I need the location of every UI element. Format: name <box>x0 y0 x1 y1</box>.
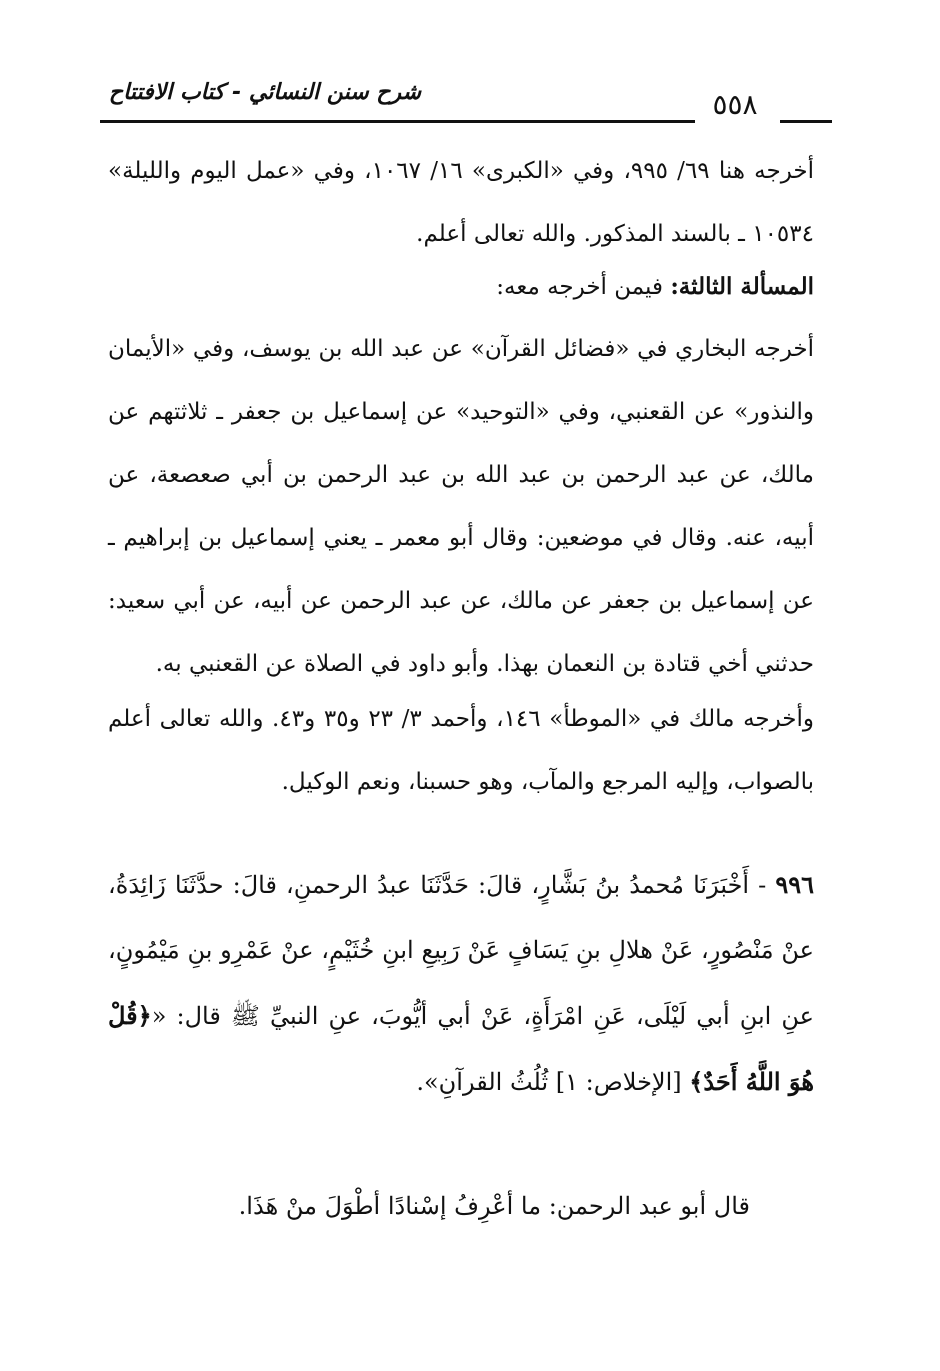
running-header-title: شرح سنن النسائي - كتاب الافتتاح <box>108 80 422 105</box>
hadith-isnad: - أَخْبَرَنَا مُحمدُ بنُ بَشَّارٍ، قالَ: حَدَّثَنَا عبدُ الرحمنِ، قالَ: حدَّثَنَا زَائِدَةُ، عنْ مَنْصُورٍ، عَنْ هلالِ بنِ يَسَافٍ عَنْ رَبِيعِ ابنِ خُثَيْمٍ، عنْ عَمْرِو بنِ مَيْمُونٍ، عنِ ابنِ أبي لَيْلَى، عَنِ امْرَأَةٍ، عَنْ أبي أيُّوبَ، عنِ النبيِّ ﷺ قال: « <box>108 871 814 1030</box>
paragraph-sources: أخرجه هنا ٦٩/ ٩٩٥، وفي «الكبرى» ١٦/ ١٠٦٧، وفي «عمل اليوم والليلة» ١٠٥٣٤ ـ بالسند المذكور. والله تعالى أعلم. <box>108 158 815 247</box>
hadith-matn: [الإخلاص: ١] ثُلُثُ القرآنِ». <box>416 1068 690 1096</box>
section-heading-label: المسألة الثالثة: <box>670 273 814 300</box>
page-number: ٥٥٨ <box>712 88 758 121</box>
section-heading <box>108 255 814 319</box>
paragraph-takhrij: أخرجه البخاري في «فضائل القرآن» عن عبد الله بن يوسف، وفي «الأيمان والنذور» عن القعنبي، وفي «التوحيد» عن إسماعيل بن جعفر ـ ثلاثتهم عن مالك، عن عبد الرحمن بن عبد الله بن عبد الرحمن بن أبي صعصعة، عن أبيه، عنه. وقال في موضعين: وقال أبو معمر ـ يعني إسماعيل بن إبراهيم ـ عن إسماعيل بن جعفر عن مالك، عن عبد الرحمن عن أبيه، عن أبي سعيد: حدثني أخي قتادة بن النعمان بهذا. وأبو داود في الصلاة عن القعنبي به. <box>108 336 814 677</box>
hadith-number: ٩٩٦ <box>775 870 814 899</box>
section-heading-text: فيمن أخرجه معه: <box>496 274 671 300</box>
paragraph-conclusion: وأخرجه مالك في «الموطأ» ١٤٦، وأحمد ٣/ ٢٣ و٣٥ و٤٣. والله تعالى أعلم بالصواب، وإليه المرجع والمآب، وهو حسبنا، ونعم الوكيل. <box>108 706 815 795</box>
quran-verse: ﴿قُلْ هُوَ اللَّهُ أَحَدٌ﴾ <box>108 1001 814 1096</box>
author-comment: قال أبو عبد الرحمن: ما أعْرِفُ إسْنادًا أطْوَلَ منْ هَذَا. <box>238 1192 750 1220</box>
header-rule <box>100 120 695 123</box>
hadith-text <box>108 852 814 1115</box>
page-number-rule <box>780 120 832 123</box>
